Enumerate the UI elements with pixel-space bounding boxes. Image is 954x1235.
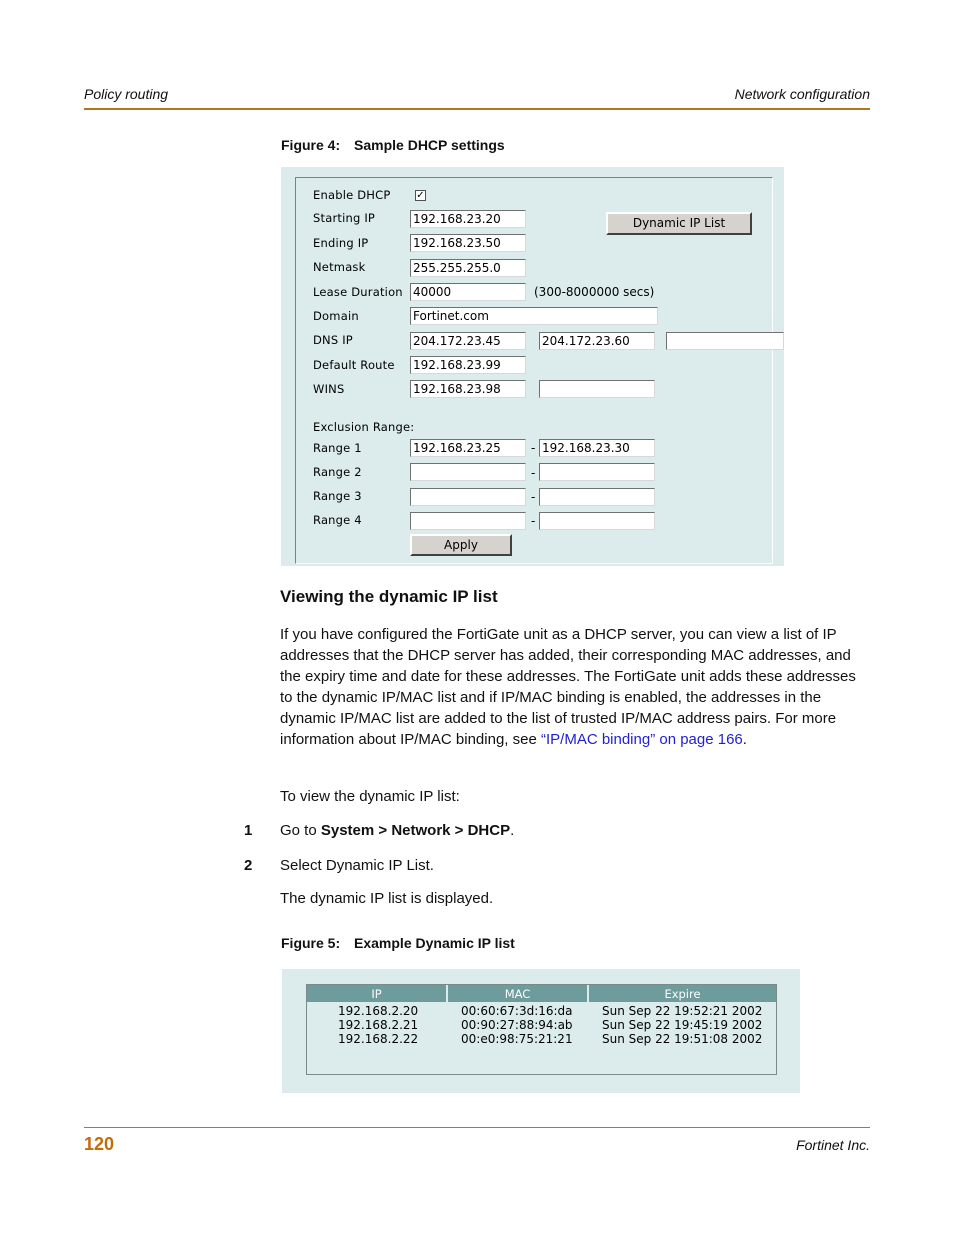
step-2-number: 2: [244, 857, 253, 874]
exclusion-range-label: Exclusion Range:: [313, 420, 415, 434]
page-number: 120: [84, 1134, 115, 1154]
step-1-end: .: [510, 822, 515, 839]
intro-text: If you have configured the FortiGate unit as a DHCP server, you can view a list of IP addresses that the DHCP server has added, their corresponding MAC addresses, and the expiry time and date for these addresses. The FortiGate unit adds these addresses to the dynamic IP/MAC list and if IP/MAC binding is enabled, the addresses in the dynamic IP/MAC list are added to the list of trusted IP/MAC address pairs. For more information about IP/MAC binding, see: [280, 626, 856, 748]
cell-ip: 192.168.2.20: [338, 1004, 419, 1018]
apply-button[interactable]: Apply: [410, 534, 512, 556]
table-header: [307, 985, 776, 1002]
netmask-input[interactable]: 255.255.255.0: [410, 259, 526, 277]
default-route-input[interactable]: 192.168.23.99: [410, 356, 526, 374]
range-4-from-input[interactable]: [410, 512, 526, 530]
intro-end: .: [742, 731, 747, 748]
starting-ip-input[interactable]: 192.168.23.20: [410, 210, 526, 228]
step-2-text: Select Dynamic IP List.: [280, 857, 434, 874]
range-2-to-input[interactable]: [539, 463, 655, 481]
dynamic-ip-table: [306, 984, 777, 1075]
step-1-text: [280, 822, 514, 839]
step-1-prefix: Go to: [280, 822, 321, 839]
footer-company: Fortinet Inc.: [796, 1137, 870, 1153]
figure4-caption: [281, 137, 505, 153]
lease-duration-label: Lease Duration: [313, 285, 403, 299]
figure5-caption-number: Figure 5:: [281, 935, 341, 951]
result-text: The dynamic IP list is displayed.: [280, 890, 494, 907]
cell-ip: 192.168.2.21: [338, 1018, 419, 1032]
cell-expire: Sun Sep 22 19:52:21 2002: [602, 1004, 763, 1018]
header-rule: [84, 108, 870, 110]
range-1-label: Range 1: [313, 441, 362, 455]
dhcp-settings-panel: [281, 167, 784, 566]
cell-ip: 192.168.2.22: [338, 1032, 419, 1046]
range-4-to-input[interactable]: [539, 512, 655, 530]
range-1-separator: -: [531, 441, 536, 455]
figure4-caption-number: Figure 4:: [281, 137, 341, 153]
figure4-caption-text: Sample DHCP settings: [354, 137, 505, 153]
running-header-right: Network configuration: [734, 86, 870, 102]
running-header-left: Policy routing: [84, 86, 169, 102]
range-2-from-input[interactable]: [410, 463, 526, 481]
range-2-separator: -: [531, 466, 536, 480]
cell-mac: 00:90:27:88:94:ab: [461, 1018, 573, 1032]
wins-label: WINS: [313, 382, 345, 396]
ending-ip-label: Ending IP: [313, 236, 369, 250]
default-route-label: Default Route: [313, 358, 395, 372]
dns-ip-input-1[interactable]: 204.172.23.45: [410, 332, 526, 350]
column-header-expire: Expire: [589, 985, 776, 1002]
range-1-to-input[interactable]: 192.168.23.30: [539, 439, 655, 457]
wins-input-1[interactable]: 192.168.23.98: [410, 380, 526, 398]
cell-mac: 00:60:67:3d:16:da: [461, 1004, 573, 1018]
range-3-separator: -: [531, 490, 536, 504]
range-2-label: Range 2: [313, 465, 362, 479]
enable-dhcp-label: Enable DHCP: [313, 188, 391, 202]
figure5-caption-text: Example Dynamic IP list: [354, 935, 515, 951]
ip-mac-binding-link[interactable]: “IP/MAC binding” on page 166: [540, 731, 743, 748]
dns-ip-input-3[interactable]: [666, 332, 784, 350]
enable-dhcp-checkbox[interactable]: ✓: [416, 190, 425, 201]
step-1-menu-path: System > Network > DHCP: [320, 822, 511, 839]
column-header-ip: IP: [307, 985, 448, 1002]
ending-ip-input[interactable]: 192.168.23.50: [410, 234, 526, 252]
dynamic-ip-list-panel: [282, 969, 800, 1093]
range-3-label: Range 3: [313, 489, 362, 503]
dynamic-ip-list-button[interactable]: Dynamic IP List: [606, 212, 752, 235]
cell-expire: Sun Sep 22 19:45:19 2002: [602, 1018, 763, 1032]
range-1-from-input[interactable]: 192.168.23.25: [410, 439, 526, 457]
lease-duration-input[interactable]: 40000: [410, 283, 526, 301]
figure5-caption: [281, 935, 515, 951]
range-4-separator: -: [531, 514, 536, 528]
cell-mac: 00:e0:98:75:21:21: [461, 1032, 573, 1046]
column-header-mac: MAC: [448, 985, 589, 1002]
instruction-intro: To view the dynamic IP list:: [280, 788, 460, 805]
dhcp-settings-frame: [295, 177, 773, 564]
starting-ip-label: Starting IP: [313, 211, 376, 225]
domain-input[interactable]: Fortinet.com: [410, 307, 658, 325]
domain-label: Domain: [313, 309, 359, 323]
range-3-to-input[interactable]: [539, 488, 655, 506]
dns-ip-input-2[interactable]: 204.172.23.60: [539, 332, 655, 350]
wins-input-2[interactable]: [539, 380, 655, 398]
lease-duration-hint: (300-8000000 secs): [534, 285, 655, 299]
step-1-number: 1: [244, 822, 253, 839]
footer-rule: [84, 1127, 870, 1128]
range-3-from-input[interactable]: [410, 488, 526, 506]
cell-expire: Sun Sep 22 19:51:08 2002: [602, 1032, 763, 1046]
intro-paragraph: [280, 624, 870, 750]
netmask-label: Netmask: [313, 260, 366, 274]
dns-ip-label: DNS IP: [313, 333, 353, 347]
range-4-label: Range 4: [313, 513, 362, 527]
section-heading: Viewing the dynamic IP list: [280, 587, 498, 606]
